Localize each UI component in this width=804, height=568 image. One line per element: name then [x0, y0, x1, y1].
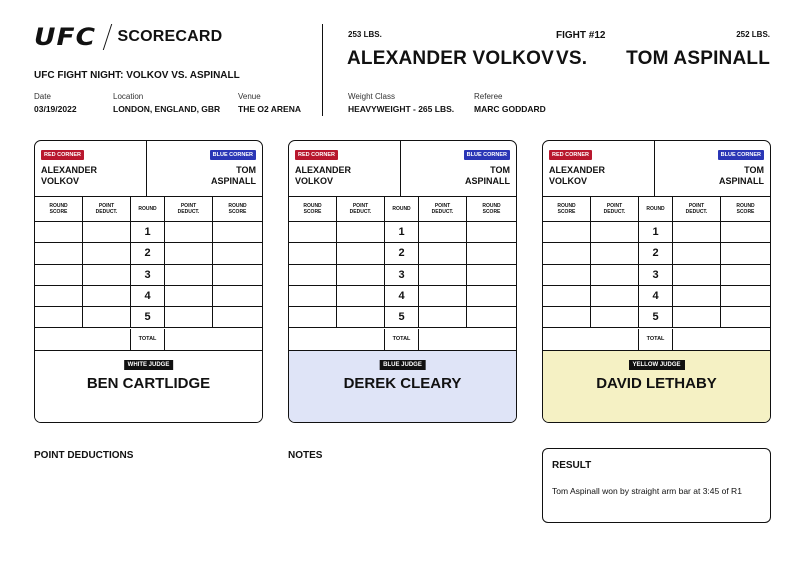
round-row: [289, 307, 516, 328]
location-value: LONDON, ENGLAND, GBR: [113, 104, 221, 114]
red-round-score-cell[interactable]: [289, 307, 337, 327]
header-line-1: POINT: [180, 203, 197, 209]
round-row: [35, 222, 262, 243]
round-row: [35, 265, 262, 286]
judge-area: [289, 351, 516, 423]
header-line-2: DEDUCT.: [603, 209, 626, 215]
round-row: [543, 286, 770, 307]
red-total-cell[interactable]: [289, 329, 385, 350]
blue-round-score-cell[interactable]: [213, 286, 262, 306]
scorecard-judge-2: [288, 140, 517, 423]
judge-area: [35, 351, 262, 423]
round-number: 2: [131, 243, 165, 263]
card-header-divider: [146, 141, 147, 197]
round-row: [289, 222, 516, 243]
blue-corner-badge: BLUE CORNER: [464, 150, 510, 160]
blue-corner-name: [719, 165, 764, 187]
red-fighter-weight: 253 LBS.: [348, 30, 382, 39]
blue-round-score-cell[interactable]: [213, 222, 262, 242]
result-box: [542, 448, 771, 523]
blue-corner-badge: BLUE CORNER: [210, 150, 256, 160]
blue-point-deduct-cell[interactable]: [165, 286, 213, 306]
header-line-1: POINT: [688, 203, 705, 209]
red-point-deduct-cell[interactable]: [337, 286, 385, 306]
date-label: Date: [34, 92, 51, 101]
round-row: [289, 243, 516, 264]
header-line-1: ROUND: [392, 206, 411, 212]
red-corner-badge: RED CORNER: [41, 150, 84, 160]
red-round-score-cell[interactable]: [289, 265, 337, 285]
round-row: [543, 307, 770, 328]
red-point-deduct-cell[interactable]: [337, 307, 385, 327]
red-fighter-name: ALEXANDER VOLKOV: [347, 48, 554, 69]
blue-point-deduct-cell[interactable]: [419, 243, 467, 263]
header-line-2: DEDUCT.: [349, 209, 372, 215]
grid-header-row: [289, 197, 516, 222]
red-round-score-cell[interactable]: [35, 286, 83, 306]
red-corner-name: [295, 165, 351, 187]
blue-point-deduct-cell[interactable]: [419, 265, 467, 285]
red-point-deduct-header: [337, 197, 385, 221]
red-round-score-cell[interactable]: [289, 286, 337, 306]
header-line-1: POINT: [434, 203, 451, 209]
red-point-deduct-cell[interactable]: [591, 243, 639, 263]
blue-point-deduct-header: [165, 197, 213, 221]
round-number: 4: [131, 286, 165, 306]
judge-name: DAVID LETHABY: [596, 374, 717, 392]
red-point-deduct-cell[interactable]: [591, 286, 639, 306]
red-round-score-cell[interactable]: [35, 243, 83, 263]
red-point-deduct-cell[interactable]: [83, 243, 131, 263]
blue-point-deduct-cell[interactable]: [673, 286, 721, 306]
blue-total-cell[interactable]: [419, 329, 516, 350]
round-number: 2: [385, 243, 419, 263]
weight-class-value: HEAVYWEIGHT - 265 LBS.: [348, 104, 455, 114]
round-row: [543, 243, 770, 264]
round-number: 4: [385, 286, 419, 306]
header-line-1: POINT: [606, 203, 623, 209]
header-line-2: DEDUCT.: [685, 209, 708, 215]
round-row: [289, 286, 516, 307]
red-corner-badge: RED CORNER: [295, 150, 338, 160]
blue-round-score-cell[interactable]: [467, 307, 516, 327]
red-corner-badge: RED CORNER: [549, 150, 592, 160]
red-round-score-cell[interactable]: [543, 265, 591, 285]
blue-round-score-cell[interactable]: [467, 243, 516, 263]
round-number: 3: [131, 265, 165, 285]
blue-round-score-cell[interactable]: [721, 265, 770, 285]
blue-corner-name: [465, 165, 510, 187]
round-row: [289, 265, 516, 286]
red-round-score-cell[interactable]: [35, 222, 83, 242]
card-header: [543, 141, 770, 197]
round-number: 1: [131, 222, 165, 242]
red-last-name: VOLKOV: [295, 176, 334, 186]
red-total-cell[interactable]: [35, 329, 131, 350]
round-header: [131, 197, 165, 221]
red-first-name: ALEXANDER: [295, 165, 352, 175]
ufc-logo-text: UFC: [34, 23, 97, 51]
venue-value: THE O2 ARENA: [238, 104, 301, 114]
round-row: [543, 222, 770, 243]
header-line-2: DEDUCT.: [95, 209, 118, 215]
total-label: TOTAL: [385, 329, 419, 350]
round-row: [35, 307, 262, 328]
header-line-2: SCORE: [228, 209, 247, 215]
red-round-score-cell[interactable]: [35, 307, 83, 327]
red-round-score-cell[interactable]: [543, 286, 591, 306]
blue-round-score-header: [467, 197, 516, 221]
blue-round-score-cell[interactable]: [721, 222, 770, 242]
round-number: 4: [639, 286, 673, 306]
blue-point-deduct-cell[interactable]: [673, 243, 721, 263]
blue-first-name: TOM: [236, 165, 256, 175]
header-line-1: ROUND: [303, 203, 322, 209]
judge-name: BEN CARTLIDGE: [86, 374, 211, 392]
blue-total-cell[interactable]: [165, 329, 262, 350]
blue-point-deduct-cell[interactable]: [419, 286, 467, 306]
logo-divider: [102, 24, 111, 50]
notes-title: NOTES: [288, 450, 323, 461]
red-point-deduct-cell[interactable]: [591, 222, 639, 242]
header-line-2: SCORE: [303, 209, 322, 215]
blue-last-name: ASPINALL: [719, 176, 764, 186]
blue-point-deduct-cell[interactable]: [165, 307, 213, 327]
blue-point-deduct-cell[interactable]: [165, 265, 213, 285]
scorecard-title: SCORECARD: [117, 28, 223, 45]
red-point-deduct-cell[interactable]: [337, 243, 385, 263]
referee-label: Referee: [474, 92, 503, 101]
card-header: [289, 141, 516, 197]
blue-first-name: TOM: [490, 165, 510, 175]
round-number: 3: [385, 265, 419, 285]
header-line-2: SCORE: [482, 209, 501, 215]
blue-round-score-cell[interactable]: [721, 286, 770, 306]
red-point-deduct-cell[interactable]: [83, 286, 131, 306]
header-line-1: ROUND: [228, 203, 247, 209]
blue-round-score-header: [213, 197, 262, 221]
ufc-logo: [34, 24, 222, 50]
result-title: RESULT: [552, 460, 592, 471]
round-number: 2: [639, 243, 673, 263]
judge-name: DEREK CLEARY: [343, 374, 462, 392]
blue-round-score-cell[interactable]: [721, 307, 770, 327]
total-label: TOTAL: [639, 329, 673, 350]
round-header: [385, 197, 419, 221]
round-header: [639, 197, 673, 221]
card-header-divider: [400, 141, 401, 197]
blue-round-score-cell[interactable]: [467, 265, 516, 285]
header-line-1: ROUND: [736, 203, 755, 209]
total-label: TOTAL: [131, 329, 165, 350]
judge-area: [543, 351, 770, 423]
event-title: UFC FIGHT NIGHT: VOLKOV VS. ASPINALL: [34, 70, 240, 81]
fight-number: FIGHT #12: [556, 30, 606, 41]
blue-round-score-cell[interactable]: [213, 265, 262, 285]
blue-total-cell[interactable]: [673, 329, 770, 350]
round-number: 1: [639, 222, 673, 242]
blue-round-score-header: [721, 197, 770, 221]
red-round-score-cell[interactable]: [289, 243, 337, 263]
total-row: [289, 329, 516, 351]
blue-point-deduct-cell[interactable]: [165, 222, 213, 242]
vs-text: VS.: [556, 48, 588, 69]
red-round-score-cell[interactable]: [543, 243, 591, 263]
blue-point-deduct-cell[interactable]: [165, 243, 213, 263]
blue-fighter-weight: 252 LBS.: [736, 30, 770, 39]
blue-round-score-cell[interactable]: [213, 307, 262, 327]
header-line-2: SCORE: [736, 209, 755, 215]
blue-first-name: TOM: [744, 165, 764, 175]
blue-round-score-cell[interactable]: [467, 222, 516, 242]
grid-header-row: [35, 197, 262, 222]
red-point-deduct-header: [591, 197, 639, 221]
round-number: 5: [385, 307, 419, 327]
card-header-divider: [654, 141, 655, 197]
red-point-deduct-cell[interactable]: [337, 222, 385, 242]
date-value: 03/19/2022: [34, 104, 77, 114]
blue-corner-name: [211, 165, 256, 187]
red-first-name: ALEXANDER: [549, 165, 606, 175]
header-line-1: POINT: [352, 203, 369, 209]
red-last-name: VOLKOV: [549, 176, 588, 186]
red-point-deduct-cell[interactable]: [591, 307, 639, 327]
red-first-name: ALEXANDER: [41, 165, 98, 175]
red-total-cell[interactable]: [543, 329, 639, 350]
red-round-score-cell[interactable]: [543, 307, 591, 327]
round-number: 1: [385, 222, 419, 242]
referee-value: MARC GODDARD: [474, 104, 546, 114]
blue-point-deduct-cell[interactable]: [673, 222, 721, 242]
red-corner-name: [41, 165, 97, 187]
red-corner-name: [549, 165, 605, 187]
weight-class-label: Weight Class: [348, 92, 395, 101]
red-round-score-cell[interactable]: [289, 222, 337, 242]
red-round-score-cell[interactable]: [543, 222, 591, 242]
judge-badge: BLUE JUDGE: [379, 360, 426, 370]
judge-badge: WHITE JUDGE: [124, 360, 174, 370]
red-point-deduct-cell[interactable]: [83, 307, 131, 327]
header-line-1: POINT: [98, 203, 115, 209]
blue-point-deduct-header: [419, 197, 467, 221]
red-point-deduct-cell[interactable]: [591, 265, 639, 285]
round-number: 3: [639, 265, 673, 285]
red-round-score-header: [35, 197, 83, 221]
red-point-deduct-cell[interactable]: [83, 265, 131, 285]
blue-corner-badge: BLUE CORNER: [718, 150, 764, 160]
round-row: [35, 243, 262, 264]
judge-badge: YELLOW JUDGE: [628, 360, 684, 370]
blue-fighter-name: TOM ASPINALL: [626, 48, 770, 69]
venue-label: Venue: [238, 92, 261, 101]
red-point-deduct-header: [83, 197, 131, 221]
blue-round-score-cell[interactable]: [721, 243, 770, 263]
scorecard-judge-3: [542, 140, 771, 423]
blue-round-score-cell[interactable]: [467, 286, 516, 306]
red-last-name: VOLKOV: [41, 176, 80, 186]
red-round-score-header: [543, 197, 591, 221]
blue-point-deduct-cell[interactable]: [673, 265, 721, 285]
red-point-deduct-cell[interactable]: [337, 265, 385, 285]
header-line-1: ROUND: [482, 203, 501, 209]
total-row: [35, 329, 262, 351]
header-line-2: DEDUCT.: [177, 209, 200, 215]
round-row: [543, 265, 770, 286]
card-header: [35, 141, 262, 197]
grid-header-row: [543, 197, 770, 222]
round-number: 5: [131, 307, 165, 327]
blue-last-name: ASPINALL: [211, 176, 256, 186]
point-deductions-title: POINT DEDUCTIONS: [34, 450, 134, 461]
header-line-1: ROUND: [138, 206, 157, 212]
blue-point-deduct-cell[interactable]: [419, 307, 467, 327]
round-row: [35, 286, 262, 307]
header-line-1: ROUND: [49, 203, 68, 209]
header-line-2: SCORE: [49, 209, 68, 215]
red-round-score-header: [289, 197, 337, 221]
round-number: 5: [639, 307, 673, 327]
blue-round-score-cell[interactable]: [213, 243, 262, 263]
location-label: Location: [113, 92, 144, 101]
result-text: Tom Aspinall won by straight arm bar at 3:45 of R1: [552, 486, 742, 496]
blue-point-deduct-cell[interactable]: [673, 307, 721, 327]
blue-point-deduct-header: [673, 197, 721, 221]
blue-point-deduct-cell[interactable]: [419, 222, 467, 242]
header-line-1: ROUND: [646, 206, 665, 212]
header-line-2: SCORE: [557, 209, 576, 215]
red-point-deduct-cell[interactable]: [83, 222, 131, 242]
scorecard-judge-1: [34, 140, 263, 423]
header-line-2: DEDUCT.: [431, 209, 454, 215]
header-divider: [322, 24, 323, 116]
blue-last-name: ASPINALL: [465, 176, 510, 186]
red-round-score-cell[interactable]: [35, 265, 83, 285]
header-line-1: ROUND: [557, 203, 576, 209]
total-row: [543, 329, 770, 351]
